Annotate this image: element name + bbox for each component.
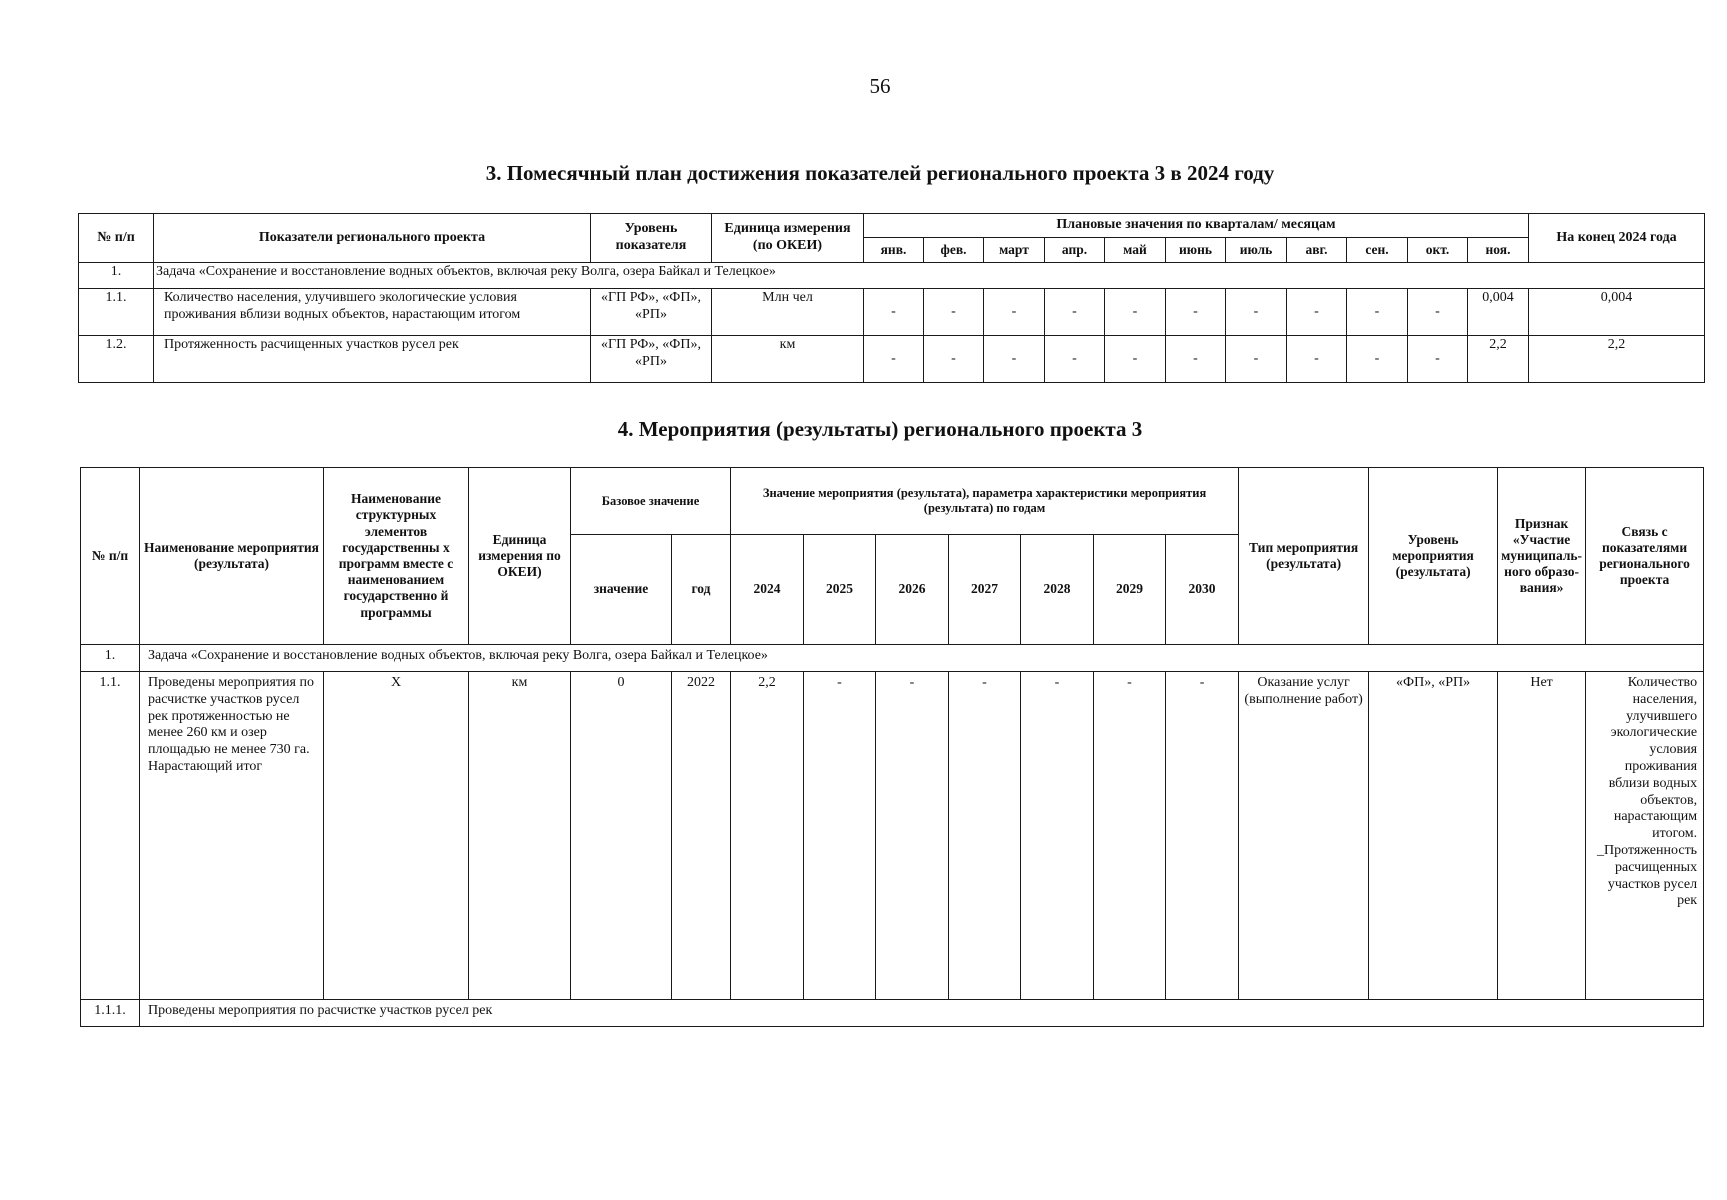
header-year: 2028 bbox=[1021, 535, 1094, 645]
header-month: янв. bbox=[864, 238, 924, 263]
row-month-value: - bbox=[1166, 289, 1226, 336]
header-year: 2026 bbox=[876, 535, 949, 645]
row-month-value: - bbox=[1045, 336, 1105, 383]
task-text: Задача «Сохранение и восстановление водных объектов, включая реку Волга, озера Байкал и Телецкое» bbox=[154, 263, 1705, 289]
row-year-value: - bbox=[876, 672, 949, 1000]
row-month-value: - bbox=[864, 336, 924, 383]
row-base-year: 2022 bbox=[672, 672, 731, 1000]
header-indicator: Показатели регионального проекта bbox=[154, 214, 591, 263]
table-row bbox=[81, 1000, 1704, 1027]
header-month: март bbox=[984, 238, 1045, 263]
header-month: авг. bbox=[1287, 238, 1347, 263]
row-end-value: 0,004 bbox=[1529, 289, 1705, 336]
header-month: ноя. bbox=[1468, 238, 1529, 263]
row-type: Оказание услуг (выполнение работ) bbox=[1239, 672, 1369, 1000]
row-unit: Млн чел bbox=[712, 289, 864, 336]
row-month-value: - bbox=[984, 289, 1045, 336]
subrow-text: Проведены мероприятия по расчистке участков русел рек bbox=[140, 1000, 1704, 1027]
header-year: 2029 bbox=[1094, 535, 1166, 645]
row-link: Количество населения, улучившего экологические условия проживания вблизи водных объектов, нарастающим итогом. _Протяженность расчищенных участков русел рек bbox=[1586, 672, 1704, 1000]
header-base: Базовое значение bbox=[571, 468, 731, 535]
header-month: окт. bbox=[1408, 238, 1468, 263]
header-year: 2024 bbox=[731, 535, 804, 645]
header-num: № п/п bbox=[79, 214, 154, 263]
row-end-value: 2,2 bbox=[1529, 336, 1705, 383]
header-unit: Единица измерения (по ОКЕИ) bbox=[712, 214, 864, 263]
row-month-value: - bbox=[1105, 289, 1166, 336]
table-row bbox=[79, 289, 1705, 336]
header-end: На конец 2024 года bbox=[1529, 214, 1705, 263]
header-num: № п/п bbox=[81, 468, 140, 645]
header-base-value: значение bbox=[571, 535, 672, 645]
row-year-value: - bbox=[1021, 672, 1094, 1000]
row-indicator: Количество населения, улучившего экологические условия проживания вблизи водных объектов, нарастающим итогом bbox=[154, 289, 591, 336]
row-unit: км bbox=[469, 672, 571, 1000]
row-month-value: - bbox=[1287, 336, 1347, 383]
row-month-value: - bbox=[1166, 336, 1226, 383]
row-month-value: - bbox=[1408, 289, 1468, 336]
header-month: сен. bbox=[1347, 238, 1408, 263]
row-month-value: - bbox=[1408, 336, 1468, 383]
header-year: 2027 bbox=[949, 535, 1021, 645]
row-month-value: - bbox=[1347, 289, 1408, 336]
header-base-year: год bbox=[672, 535, 731, 645]
row-month-value: 2,2 bbox=[1468, 336, 1529, 383]
row-month-value: - bbox=[924, 289, 984, 336]
header-unit: Единица измерения по ОКЕИ) bbox=[469, 468, 571, 645]
task-num: 1. bbox=[81, 645, 140, 672]
row-num: 1.1. bbox=[81, 672, 140, 1000]
header-month: фев. bbox=[924, 238, 984, 263]
section-4-title: 4. Мероприятия (результаты) регионального проекта 3 bbox=[617, 417, 1143, 441]
header-level: Уровень мероприятия (результата) bbox=[1369, 468, 1498, 645]
row-structural: Х bbox=[324, 672, 469, 1000]
page-number: 56 bbox=[869, 74, 891, 98]
header-year: 2025 bbox=[804, 535, 876, 645]
row-unit: км bbox=[712, 336, 864, 383]
row-month-value: - bbox=[924, 336, 984, 383]
row-name: Проведены мероприятия по расчистке участков русел рек протяженностью не менее 260 км и озер площадью не менее 730 га. Нарастающий итог bbox=[140, 672, 324, 1000]
row-municipal: Нет bbox=[1498, 672, 1586, 1000]
subrow-num: 1.1.1. bbox=[81, 1000, 140, 1027]
row-level: «ФП», «РП» bbox=[1369, 672, 1498, 1000]
row-month-value: - bbox=[864, 289, 924, 336]
row-year-value: - bbox=[804, 672, 876, 1000]
header-level: Уровень показателя bbox=[591, 214, 712, 263]
header-name: Наименование мероприятия (результата) bbox=[140, 468, 324, 645]
table-row bbox=[79, 336, 1705, 383]
header-year: 2030 bbox=[1166, 535, 1239, 645]
row-month-value: - bbox=[1287, 289, 1347, 336]
row-base-value: 0 bbox=[571, 672, 672, 1000]
header-link: Связь с показателями регионального проекта bbox=[1586, 468, 1704, 645]
row-level: «ГП РФ», «ФП», «РП» bbox=[591, 289, 712, 336]
header-month: июль bbox=[1226, 238, 1287, 263]
header-month: июнь bbox=[1166, 238, 1226, 263]
task-text: Задача «Сохранение и восстановление водных объектов, включая реку Волга, озера Байкал и Телецкое» bbox=[140, 645, 1704, 672]
row-year-value: - bbox=[1166, 672, 1239, 1000]
header-month: апр. bbox=[1045, 238, 1105, 263]
header-type: Тип мероприятия (результата) bbox=[1239, 468, 1369, 645]
row-month-value: 0,004 bbox=[1468, 289, 1529, 336]
row-month-value: - bbox=[1226, 336, 1287, 383]
section-3-title: 3. Помесячный план достижения показателей регионального проекта 3 в 2024 году bbox=[485, 161, 1275, 185]
header-structural: Наименование структурных элементов государственны х программ вместе с наименованием государственно й программы bbox=[324, 468, 469, 645]
row-level: «ГП РФ», «ФП», «РП» bbox=[591, 336, 712, 383]
measures-table bbox=[80, 467, 1704, 1027]
header-values: Значение мероприятия (результата), параметра характеристики мероприятия (результата) по годам bbox=[731, 468, 1239, 535]
row-year-value: 2,2 bbox=[731, 672, 804, 1000]
row-indicator: Протяженность расчищенных участков русел рек bbox=[154, 336, 591, 383]
row-month-value: - bbox=[1045, 289, 1105, 336]
row-year-value: - bbox=[1094, 672, 1166, 1000]
row-num: 1.1. bbox=[79, 289, 154, 336]
row-month-value: - bbox=[1105, 336, 1166, 383]
monthly-plan-table bbox=[78, 213, 1705, 383]
task-num: 1. bbox=[79, 263, 154, 289]
row-month-value: - bbox=[1226, 289, 1287, 336]
row-month-value: - bbox=[984, 336, 1045, 383]
header-month: май bbox=[1105, 238, 1166, 263]
table-row bbox=[81, 672, 1704, 1000]
row-year-value: - bbox=[949, 672, 1021, 1000]
header-plan: Плановые значения по кварталам/ месяцам bbox=[864, 214, 1529, 238]
header-municipal: Признак «Участие муниципального образования» bbox=[1498, 468, 1586, 645]
row-month-value: - bbox=[1347, 336, 1408, 383]
row-num: 1.2. bbox=[79, 336, 154, 383]
